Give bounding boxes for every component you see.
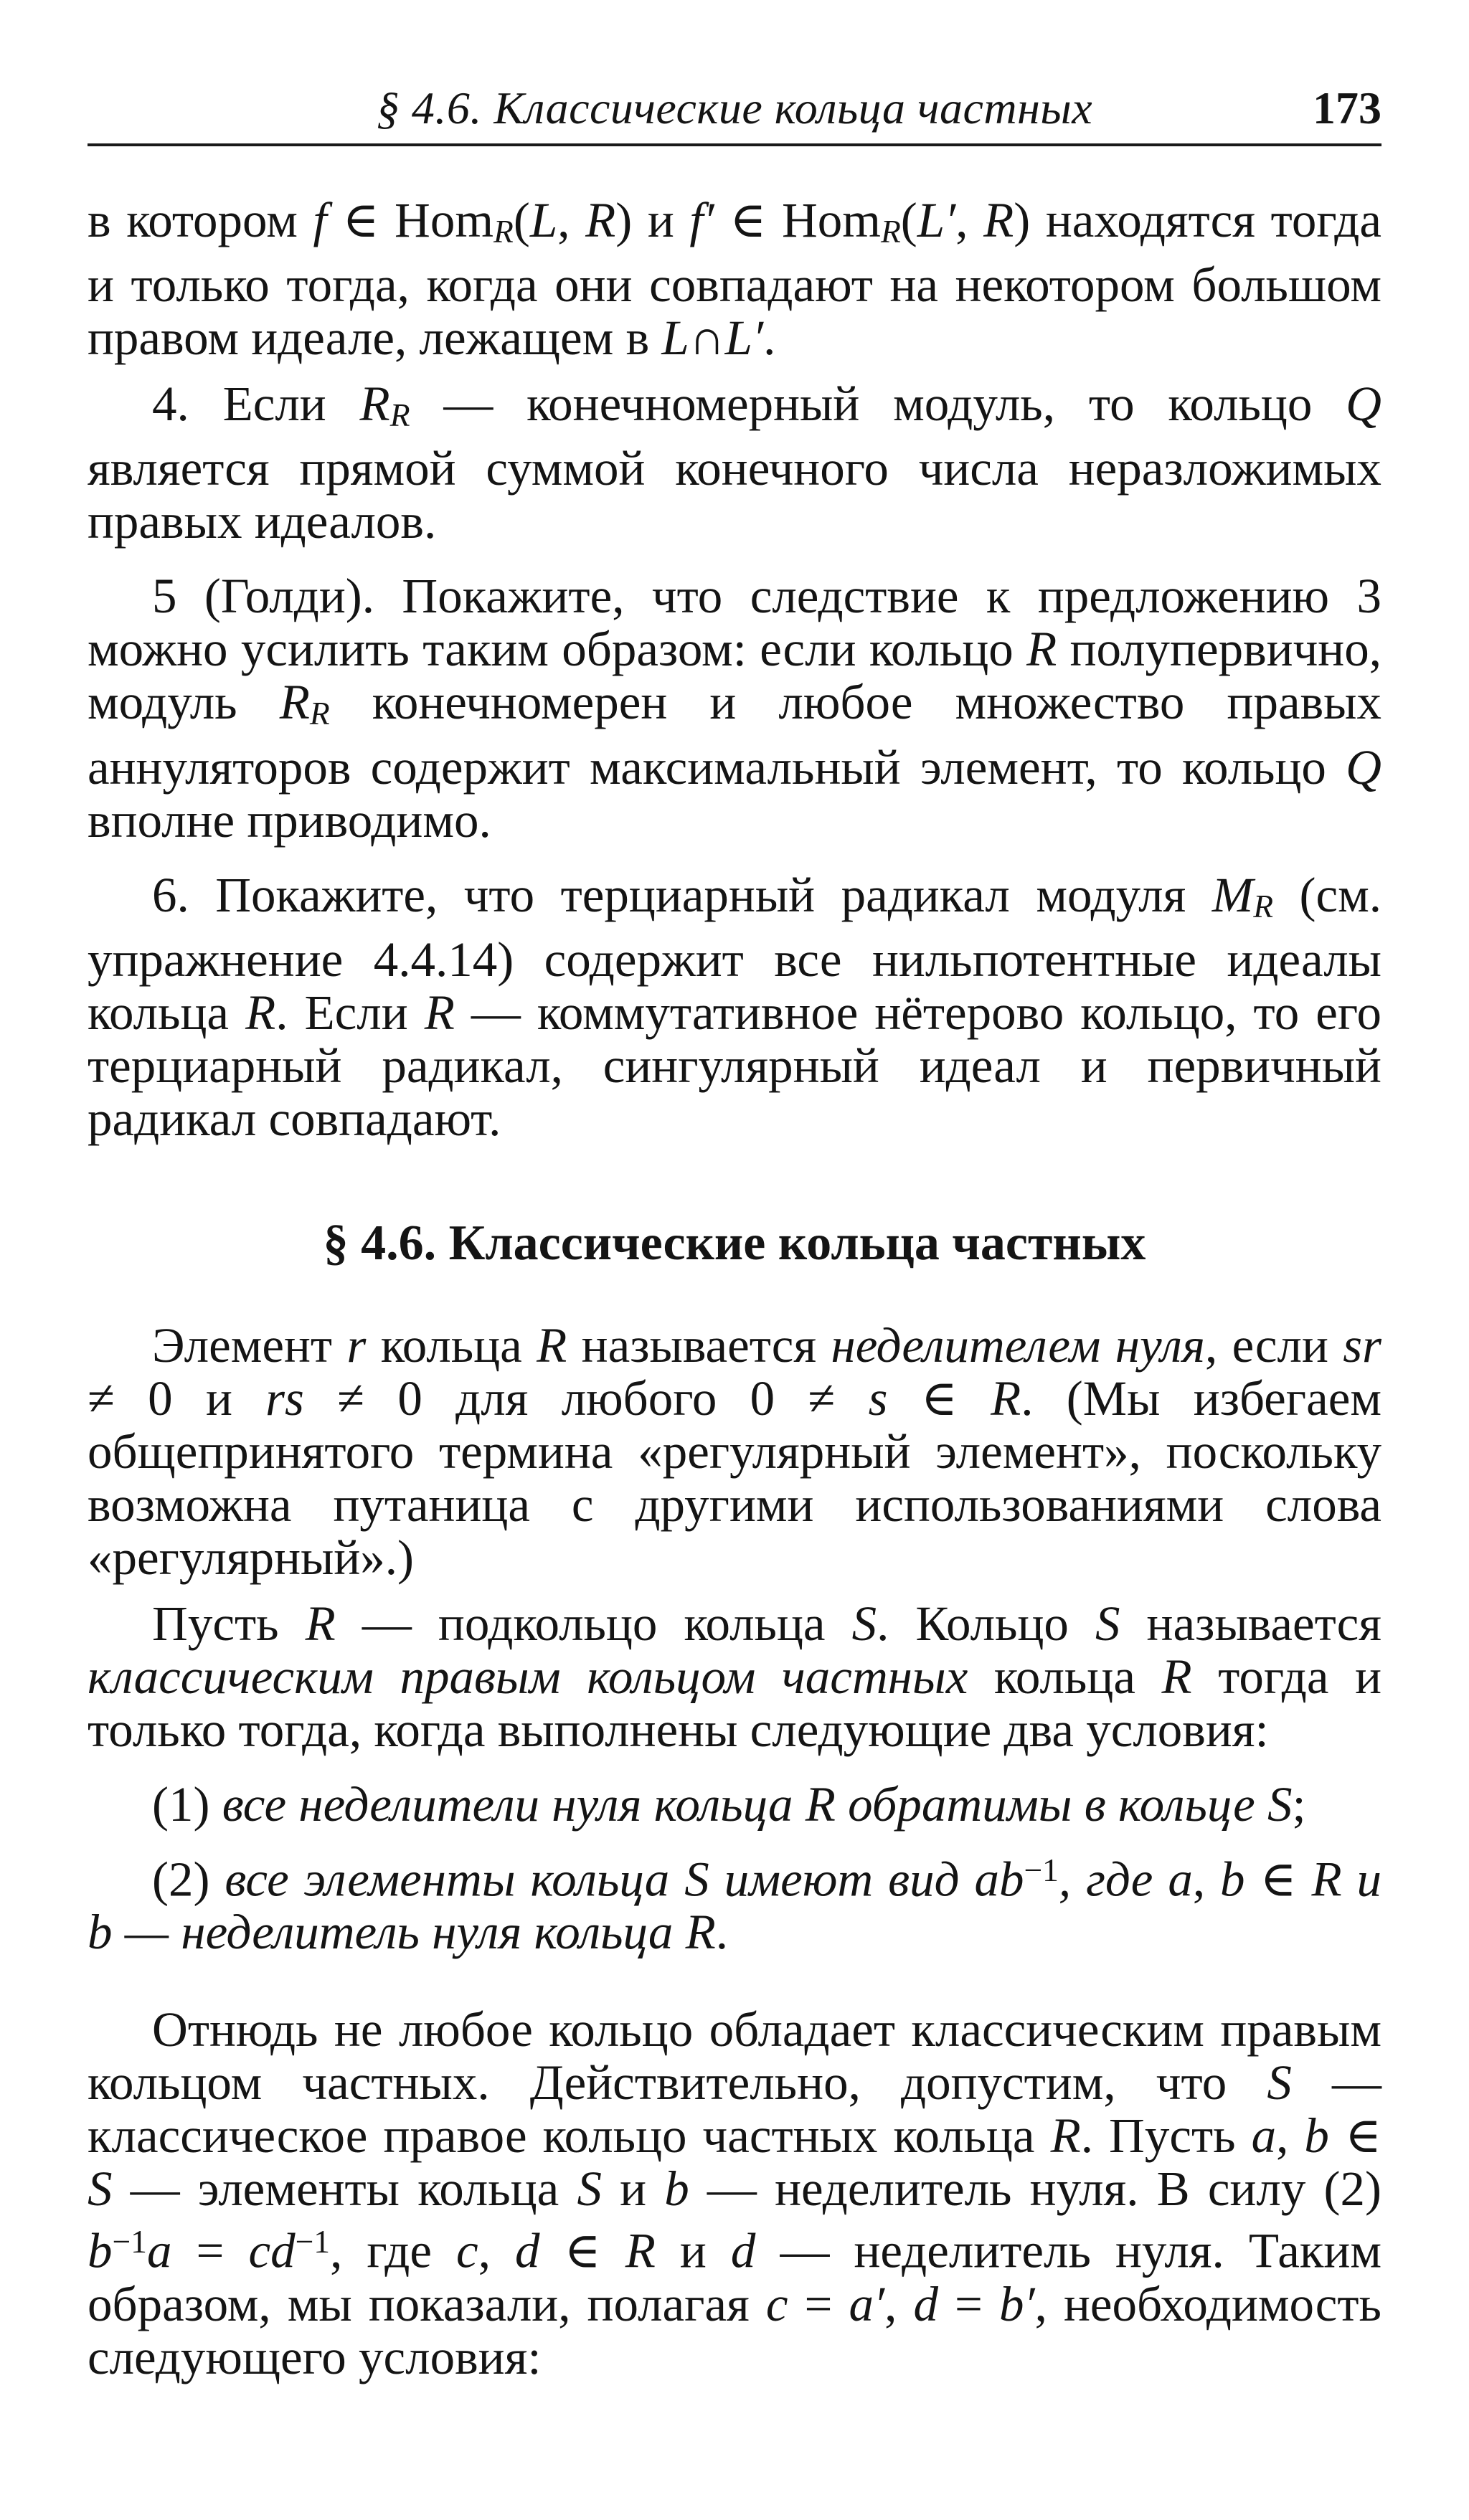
text-span: полупервично, модуль	[88, 622, 1381, 730]
text-span: (	[900, 193, 917, 247]
math-subscript: R	[880, 213, 901, 250]
math-b: b	[1304, 2108, 1329, 2164]
text-span: ) находятся тогда и только тогда, когда они совпадают на некотором большом правом идеале, лежащем в	[88, 193, 1381, 366]
text-span: , где	[330, 2223, 457, 2278]
text-span: в котором	[88, 193, 313, 247]
text-span: называется	[567, 1317, 831, 1373]
math-subscript: R	[389, 397, 410, 434]
math-S: S	[684, 1852, 709, 1907]
math-R: R	[1026, 622, 1057, 677]
math-s: s	[868, 1370, 888, 1426]
text-span: .	[715, 1905, 729, 1960]
text-span: . Кольцо	[877, 1596, 1095, 1651]
math-M: M	[1211, 867, 1254, 922]
definition-zero-divisor	[88, 1319, 1381, 1584]
math-c: c	[456, 2223, 478, 2278]
text-span: ∈	[1328, 2108, 1382, 2164]
paragraph-necessity	[88, 2003, 1381, 2383]
text-span: . Пусть	[1080, 2108, 1252, 2164]
math-R: R	[983, 193, 1014, 247]
math-S: S	[577, 2161, 602, 2217]
text-span: ;	[1292, 1776, 1306, 1832]
text-span: . Если	[275, 985, 425, 1040]
math-rs: rs	[265, 1370, 304, 1426]
defined-term: неделителем нуля	[831, 1317, 1205, 1373]
text-span: ≠ 0 и	[88, 1370, 266, 1426]
math-superscript: −1	[112, 2223, 147, 2260]
text-span: ∈	[887, 1370, 991, 1426]
condition-1	[88, 1778, 1381, 1831]
condition-number: (2)	[152, 1852, 225, 1907]
math-R: R	[625, 2223, 656, 2278]
text-span: ,	[1276, 2108, 1305, 2164]
math-subscript: R	[493, 213, 514, 250]
text-span: , где	[1058, 1852, 1168, 1907]
math-a: a	[1251, 2108, 1277, 2164]
math-sr: sr	[1343, 1317, 1381, 1373]
text-span: является прямой суммой конечного числа неразложимых правых идеалов.	[88, 441, 1381, 549]
text-span: Элемент	[152, 1317, 347, 1373]
math-S: S	[1267, 1776, 1293, 1832]
math-d: d	[913, 2276, 938, 2331]
text-span: все неделители нуля кольца	[222, 1776, 806, 1832]
text-span: обратимы в кольце	[835, 1776, 1267, 1832]
math-f: f	[313, 193, 327, 247]
text-span: — подкольцо кольца	[335, 1596, 852, 1651]
text-span: все элементы кольца	[225, 1852, 685, 1907]
text-span: ,	[478, 2223, 515, 2278]
math-b: b	[88, 2223, 113, 2278]
text-span: . (Мы избегаем общепринятого термина «регулярный элемент», поскольку возможна путаница с другими использованиями слова «регулярный».)	[88, 1370, 1382, 1585]
defined-term: классическим правым кольцом частных	[88, 1649, 968, 1704]
math-R: R	[585, 193, 616, 247]
text-span: (см. упражнение 4.4.14) содержит все нильпотентные идеалы кольца	[88, 867, 1381, 1040]
math-R: R	[245, 985, 276, 1040]
math-superscript: −1	[295, 2223, 331, 2260]
text-span: (	[513, 193, 530, 247]
text-span: — неделитель нуля. Таким образом, мы показали, полагая	[88, 2223, 1382, 2331]
math-R: R	[279, 675, 310, 730]
math-b-prime: b′	[999, 2276, 1035, 2331]
definition-ring-of-quotients	[88, 1597, 1381, 1756]
math-R: R	[537, 1317, 567, 1373]
text-span: Пусть	[152, 1596, 306, 1651]
paragraph-continuation	[88, 194, 1381, 364]
text-span: имеют вид	[709, 1852, 975, 1907]
text-span: вполне приводимо.	[88, 792, 491, 848]
math-R: R	[1161, 1649, 1192, 1704]
text-span: и	[655, 2223, 731, 2278]
text-span: =	[937, 2276, 1000, 2331]
text-span: — классическое правое кольцо частных кольца	[88, 2055, 1381, 2164]
math-c: c	[765, 2276, 788, 2331]
text-span: 4. Если	[152, 376, 360, 432]
math-R: R	[805, 1776, 836, 1832]
text-span: кольца	[968, 1649, 1162, 1704]
running-title: § 4.6. Классические кольца частных	[376, 82, 1093, 133]
math-cd: cd	[248, 2223, 296, 2278]
page-number: 173	[1313, 82, 1381, 133]
math-subscript: R	[1253, 887, 1274, 924]
math-S: S	[1095, 1596, 1120, 1651]
text-span: — коммутативное нётерово кольцо, то его терциарный радикал, сингулярный идеал и первичный радикал совпадают.	[88, 985, 1381, 1146]
math-a: a	[146, 2223, 172, 2278]
text-span: , необходимость следующего условия:	[88, 2276, 1382, 2384]
math-R: R	[359, 376, 390, 432]
text-span: ≠ 0 для любого 0 ≠	[303, 1370, 869, 1426]
math-ab: ab	[974, 1852, 1024, 1907]
exercise-4	[88, 377, 1381, 548]
math-superscript: −1	[1024, 1851, 1059, 1888]
math-R: R	[305, 1596, 336, 1651]
math-b: b	[664, 2161, 689, 2217]
text-span: .	[763, 311, 776, 366]
math-R: R	[685, 1905, 716, 1960]
math-S: S	[1267, 2055, 1292, 2111]
text-span: ∈	[1244, 1852, 1312, 1907]
text-span: конечномерен и любое множество правых аннуляторов содержит максимальный элемент, то кольцо	[88, 675, 1382, 795]
math-subscript: R	[309, 695, 330, 732]
math-d: d	[515, 2223, 540, 2278]
math-f-prime: f′	[689, 193, 714, 247]
text-span: ,	[955, 193, 984, 247]
text-span: называется	[1120, 1596, 1381, 1651]
text-span: ∈ Hom	[714, 193, 881, 247]
text-span: — неделитель нуля кольца	[112, 1905, 686, 1960]
text-span: =	[788, 2276, 849, 2331]
math-S: S	[88, 2161, 113, 2217]
math-L: L	[529, 193, 558, 247]
text-span: — конечномерный модуль, то кольцо	[410, 376, 1346, 432]
text-span: Отнюдь не любое кольцо обладает классическим правым кольцом частных. Действительно, допустим, что	[88, 2002, 1381, 2111]
text-span: ,	[1192, 1852, 1221, 1907]
text-span: ,	[884, 2276, 914, 2331]
text-span: — неделитель нуля. В силу (2)	[689, 2161, 1381, 2217]
text-span: кольца	[366, 1317, 537, 1373]
text-span: =	[171, 2223, 249, 2278]
exercise-5	[88, 569, 1381, 846]
text-span: ∈ Hom	[326, 193, 494, 247]
running-header	[88, 72, 1381, 146]
text-span: и	[601, 2161, 665, 2217]
text-span: 5 (Голди). Покажите, что следствие к предложению 3 можно усилить таким образом: если кольцо	[88, 569, 1381, 677]
text-span: ,	[557, 193, 586, 247]
math-d: d	[730, 2223, 756, 2278]
condition-2	[88, 1844, 1381, 1958]
math-S: S	[851, 1596, 877, 1651]
math-r: r	[346, 1317, 367, 1373]
math-intersection: L∩L′	[661, 311, 764, 366]
text-span: 6. Покажите, что терциарный радикал модуля	[152, 867, 1212, 922]
text-span: тогда и только тогда, когда выполнены следующие два условия:	[88, 1649, 1381, 1757]
text-span: — элементы кольца	[112, 2161, 577, 2217]
section-heading: § 4.6. Классические кольца частных	[323, 1215, 1146, 1271]
math-R: R	[1311, 1852, 1342, 1907]
math-a: a	[1168, 1852, 1193, 1907]
math-L-prime: L′	[917, 193, 956, 247]
math-R: R	[991, 1370, 1021, 1426]
math-R: R	[1050, 2108, 1081, 2164]
text-span: ∈	[539, 2223, 625, 2278]
math-R: R	[424, 985, 455, 1040]
text-span: ) и	[615, 193, 690, 247]
math-Q: Q	[1346, 739, 1381, 795]
condition-number: (1)	[152, 1776, 222, 1832]
text-span: , если	[1204, 1317, 1343, 1373]
math-b: b	[88, 1905, 113, 1960]
text-span: и	[1341, 1852, 1382, 1907]
math-Q: Q	[1346, 376, 1382, 432]
math-a-prime: a′	[849, 2276, 885, 2331]
exercise-6	[88, 868, 1381, 1145]
math-b: b	[1220, 1852, 1245, 1907]
